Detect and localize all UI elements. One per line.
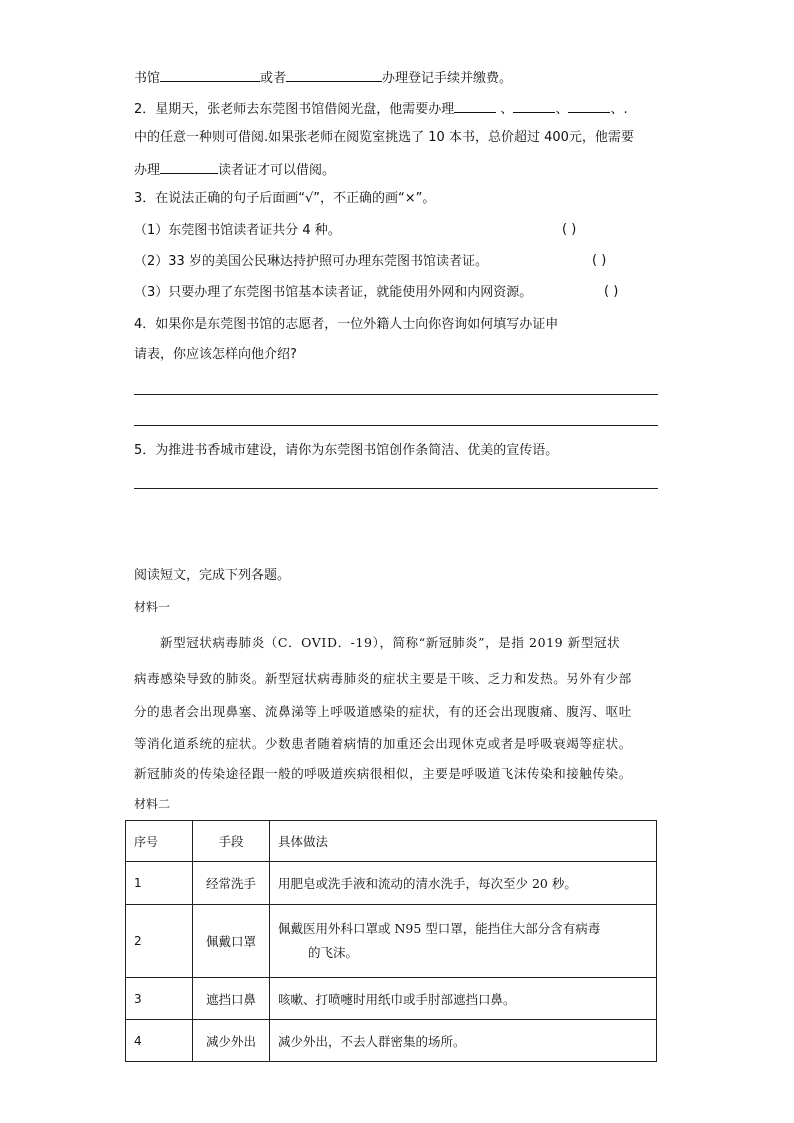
q4-line-1: 4．如果你是东莞图书馆的志愿者，一位外籍人士向你咨询如何填写办证申 <box>134 317 559 332</box>
material1-line-4: 等消化道系统的症状。少数患者随着病情的加重还会出现休克或者是呼吸衰竭等症状。 <box>134 736 632 751</box>
q3-paren-1[interactable]: ( ) <box>562 222 577 237</box>
q2-blank-1[interactable] <box>454 98 496 113</box>
row-means: 佩戴口罩 <box>193 905 270 978</box>
material1-line-3: 分的患者会出现鼻塞、流鼻涕等上呼吸道感染的症状，有的还会出现腹痛、腹泻、呕吐 <box>134 704 632 719</box>
q2-line-3 <box>134 159 335 180</box>
q1-text-b: 或者 <box>260 71 287 86</box>
table-header-row <box>126 821 657 862</box>
q1-text-c: 办理登记手续并缴费。 <box>382 71 513 86</box>
row-no: 4 <box>126 1020 193 1062</box>
q2-sep-1: 、 <box>500 102 514 117</box>
row-method: 减少外出，不去人群密集的场所。 <box>270 1020 657 1062</box>
q1-tail-line <box>134 67 512 88</box>
row-no: 3 <box>126 978 193 1020</box>
material1-line-2: 病毒感染导致的肺炎。新型冠状病毒肺炎的症状主要是干咳、乏力和发热。另外有少部 <box>134 671 632 686</box>
q3-item-1: （1）东莞图书馆读者证共分 4 种。 <box>134 223 341 238</box>
header-method: 具体做法 <box>270 821 657 862</box>
row-method <box>270 905 657 978</box>
q1-blank-2[interactable] <box>286 67 382 82</box>
row-method: 咳嗽、打喷嚏时用纸巾或手肘部遮挡口鼻。 <box>270 978 657 1020</box>
table-row <box>126 862 657 905</box>
q3-paren-2[interactable]: ( ) <box>592 253 607 268</box>
material2-label: 材料二 <box>134 797 171 811</box>
q2-line-2: 中的任意一种则可借阅.如果张老师在阅览室挑选了 10 本书，总价超过 400元，他需要 <box>134 130 634 145</box>
q1-text-a: 书馆 <box>134 71 161 86</box>
q2-blank-2[interactable] <box>513 98 555 113</box>
material1-line-5: 新冠肺炎的传染途径跟一般的呼吸道疾病很相似，主要是呼吸道飞沫传染和接触传染。 <box>134 766 632 781</box>
q1-blank-1[interactable] <box>160 67 260 82</box>
table-row <box>126 905 657 978</box>
reading-instruction: 阅读短文，完成下列各题。 <box>134 568 291 583</box>
header-means: 手段 <box>193 821 270 862</box>
q3-item-3: （3）只要办理了东莞图书馆基本读者证，就能使用外网和内网资源。 <box>134 285 533 300</box>
row-means: 减少外出 <box>193 1020 270 1062</box>
q2-text-1: 2．星期天，张老师去东莞图书馆借阅光盘，他需要办理 <box>134 102 455 117</box>
q5-question: 5．为推进书香城市建设，请你为东莞图书馆创作条简洁、优美的宣传语。 <box>134 443 559 458</box>
row-no: 1 <box>126 862 193 905</box>
row-method: 用肥皂或洗手液和流动的清水洗手，每次至少 20 秒。 <box>270 862 657 905</box>
material1-line-1: 新型冠状病毒肺炎（C．OVID．-19），简称“新冠肺炎”，是指 2019 新型冠状 <box>160 635 621 650</box>
q2-blank-4[interactable] <box>160 159 218 174</box>
q2-sep-2: 、 <box>555 102 569 117</box>
q5-answer-line[interactable] <box>134 488 658 489</box>
table-row <box>126 978 657 1020</box>
row-no: 2 <box>126 905 193 978</box>
header-no: 序号 <box>126 821 193 862</box>
q3-item-2: （2）33 岁的美国公民琳达持护照可办理东莞图书馆读者证。 <box>134 254 488 269</box>
row-method-part-a: 佩戴医用外科口罩或 N95 型口罩，能挡住大部分含有病毒 <box>278 921 601 936</box>
q3-paren-3[interactable]: ( ) <box>604 284 619 299</box>
table-row <box>126 1020 657 1062</box>
q2-line-1 <box>134 98 628 119</box>
q3-intro: 3．在说法正确的句子后面画“√”，不正确的画“×”。 <box>134 191 436 206</box>
measures-table <box>125 820 657 1062</box>
q2-blank-3[interactable] <box>568 98 610 113</box>
q4-line-2: 请表，你应该怎样向他介绍? <box>134 347 297 362</box>
q4-answer-line-1[interactable] <box>134 394 658 395</box>
material1-label: 材料一 <box>134 600 171 614</box>
row-means: 遮挡口鼻 <box>193 978 270 1020</box>
q2-sep-3: 、. <box>610 102 628 117</box>
row-method-part-b: 的飞沫。 <box>308 945 359 960</box>
q4-answer-line-2[interactable] <box>134 425 658 426</box>
q2-text-3a: 办理 <box>134 163 161 178</box>
q2-text-3b: 读者证才可以借阅。 <box>218 163 336 178</box>
row-means: 经常洗手 <box>193 862 270 905</box>
